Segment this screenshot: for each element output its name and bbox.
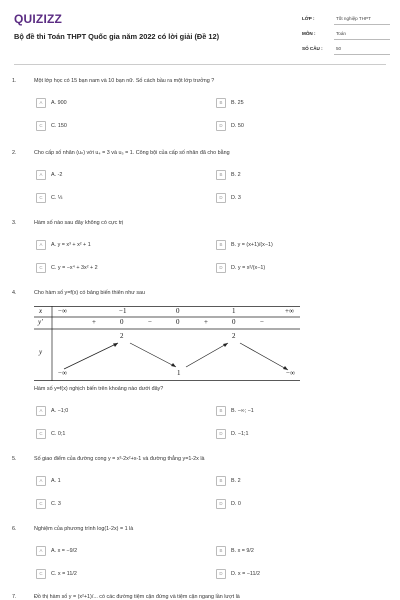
option-letter: A — [36, 476, 46, 486]
option-text: A. -2 — [51, 172, 63, 178]
option-b[interactable] — [216, 476, 241, 486]
yp-sign: 0 — [120, 318, 124, 326]
option-text: D. −1;1 — [231, 431, 249, 437]
option-d[interactable] — [216, 569, 260, 579]
option-c[interactable] — [36, 429, 65, 439]
question-number: 6. — [12, 526, 17, 532]
arrow-down-2 — [240, 343, 288, 370]
question-number: 4. — [12, 290, 17, 296]
meta-count-value: 50 — [336, 46, 342, 51]
y-value: −∞ — [58, 369, 67, 377]
option-letter: C — [36, 569, 46, 579]
question-text: Cho hàm số y=f(x) có bảng biến thiên như sau — [34, 290, 146, 296]
arrow-up-1 — [64, 343, 118, 369]
option-letter: C — [36, 193, 46, 203]
option-text: C. 150 — [51, 123, 67, 129]
option-a[interactable] — [36, 546, 77, 556]
option-letter: D — [216, 499, 226, 509]
option-d[interactable] — [216, 263, 265, 273]
option-a[interactable] — [36, 98, 67, 108]
option-text: B. x = 9/2 — [231, 548, 254, 554]
question-number: 5. — [12, 456, 17, 462]
yp-sign: + — [204, 318, 208, 326]
header-divider — [14, 64, 386, 65]
yp-label: y' — [38, 318, 43, 326]
option-letter: D — [216, 193, 226, 203]
y-label: y — [39, 348, 43, 356]
meta-count-label: SỐ CÂU : — [302, 46, 323, 51]
option-d[interactable] — [216, 499, 241, 509]
x-value: −∞ — [58, 307, 67, 315]
option-text: A. −1;0 — [51, 408, 69, 414]
meta-subject-value: Toán — [336, 31, 346, 36]
question-text: Nghiệm của phương trình log(1-2x) = 1 là — [34, 526, 134, 532]
option-b[interactable] — [216, 98, 244, 108]
option-c[interactable] — [36, 569, 77, 579]
option-a[interactable] — [36, 240, 91, 250]
y-value: 1 — [177, 369, 181, 377]
worksheet-header — [0, 0, 400, 62]
option-letter: B — [216, 170, 226, 180]
question-text: Số giao điểm của đường cong y = x³-2x²+x-1 và đường thẳng y=1-2x là — [34, 456, 205, 462]
option-letter: B — [216, 546, 226, 556]
option-letter: A — [36, 170, 46, 180]
option-letter: A — [36, 98, 46, 108]
x-value: 1 — [232, 307, 236, 315]
x-value: −1 — [119, 307, 127, 315]
meta-count-line — [334, 54, 390, 55]
question-text: Hàm số nào sau đây không có cực trị — [34, 220, 124, 226]
meta-class-row — [302, 14, 388, 29]
option-a[interactable] — [36, 476, 61, 486]
option-text: A. 900 — [51, 100, 67, 106]
question-text: Một lớp học có 15 bạn nam và 10 bạn nữ. Số cách bầu ra một lớp trưởng ? — [34, 78, 215, 84]
option-text: D. 0 — [231, 501, 241, 507]
x-value: +∞ — [285, 307, 294, 315]
option-text: B. 2 — [231, 172, 241, 178]
worksheet-title: Bộ đề thi Toán THPT Quốc gia năm 2022 có lời giải (Đề 12) — [14, 32, 220, 41]
option-text: A. y = x³ + x² + 1 — [51, 242, 91, 248]
option-letter: B — [216, 98, 226, 108]
arrow-up-2 — [186, 343, 228, 367]
option-letter: A — [36, 406, 46, 416]
option-letter: C — [36, 429, 46, 439]
question-text: Cho cấp số nhân (uₙ) với u₄ = 3 và u₅ = 1. Công bội của cấp số nhân đã cho bằng — [34, 150, 230, 156]
y-value: 2 — [232, 332, 236, 340]
y-value: −∞ — [286, 369, 295, 377]
option-text: B. 25 — [231, 100, 244, 106]
quizizz-logo: QUIZIZZ — [14, 12, 63, 26]
option-letter: D — [216, 121, 226, 131]
option-c[interactable] — [36, 263, 98, 273]
option-letter: A — [36, 546, 46, 556]
option-text: D. 50 — [231, 123, 244, 129]
meta-subject-line — [334, 39, 390, 40]
option-b[interactable] — [216, 170, 241, 180]
y-value: 2 — [120, 332, 124, 340]
option-letter: D — [216, 263, 226, 273]
option-text: C. 0;1 — [51, 431, 66, 437]
question-text: Đồ thị hàm số y = (x²+1)/... có các đường tiệm cận đứng và tiệm cận ngang lần lượt là — [34, 594, 240, 600]
meta-class-label: LỚP : — [302, 16, 315, 21]
yp-sign: + — [92, 318, 96, 326]
option-text: C. ⅓ — [51, 195, 63, 201]
meta-class-line — [334, 24, 390, 25]
option-text: D. 3 — [231, 195, 241, 201]
option-letter: D — [216, 429, 226, 439]
option-a[interactable] — [36, 170, 62, 180]
option-text: D. x = −11/2 — [231, 571, 260, 577]
meta-class-value: Tốt nghiệp THPT — [336, 16, 371, 21]
option-text: B. y = (x+1)/(x−1) — [231, 242, 273, 248]
option-text: D. y = x²/(x−1) — [231, 265, 266, 271]
option-letter: B — [216, 476, 226, 486]
option-c[interactable] — [36, 499, 61, 509]
option-text: A. x = −9/2 — [51, 548, 78, 554]
option-c[interactable] — [36, 193, 62, 203]
option-c[interactable] — [36, 121, 67, 131]
option-b[interactable] — [216, 240, 273, 250]
option-d[interactable] — [216, 429, 249, 439]
option-letter: B — [216, 406, 226, 416]
meta-count-row — [302, 44, 388, 59]
option-letter: A — [36, 240, 46, 250]
question-subtext: Hàm số y=f(x) nghịch biến trên khoảng nào dưới đây? — [34, 386, 164, 392]
question-number: 7. — [12, 594, 17, 600]
option-text: C. y = −x⁴ + 3x² + 2 — [51, 265, 98, 271]
x-value: 0 — [176, 307, 180, 315]
yp-sign: − — [260, 318, 264, 326]
option-letter: C — [36, 121, 46, 131]
option-b[interactable] — [216, 546, 254, 556]
arrow-down-1 — [130, 343, 176, 367]
question-number: 3. — [12, 220, 17, 226]
meta-subject-row — [302, 29, 388, 44]
meta-subject-label: MÔN : — [302, 31, 316, 36]
option-text: C. 3 — [51, 501, 61, 507]
option-text: B. 2 — [231, 478, 241, 484]
option-letter: B — [216, 240, 226, 250]
option-d[interactable] — [216, 121, 244, 131]
option-text: B. −∞; −1 — [231, 408, 254, 414]
option-a[interactable] — [36, 406, 68, 416]
option-text: C. x = 11/2 — [51, 571, 77, 577]
worksheet-meta — [302, 14, 388, 59]
option-d[interactable] — [216, 193, 241, 203]
x-label: x — [39, 307, 43, 315]
yp-sign: 0 — [232, 318, 236, 326]
option-text: A. 1 — [51, 478, 61, 484]
option-b[interactable] — [216, 406, 254, 416]
question-number: 2. — [12, 150, 17, 156]
variation-table — [34, 306, 300, 381]
yp-sign: 0 — [176, 318, 180, 326]
yp-sign: − — [148, 318, 152, 326]
question-number: 1. — [12, 78, 17, 84]
option-letter: D — [216, 569, 226, 579]
option-letter: C — [36, 263, 46, 273]
option-letter: C — [36, 499, 46, 509]
